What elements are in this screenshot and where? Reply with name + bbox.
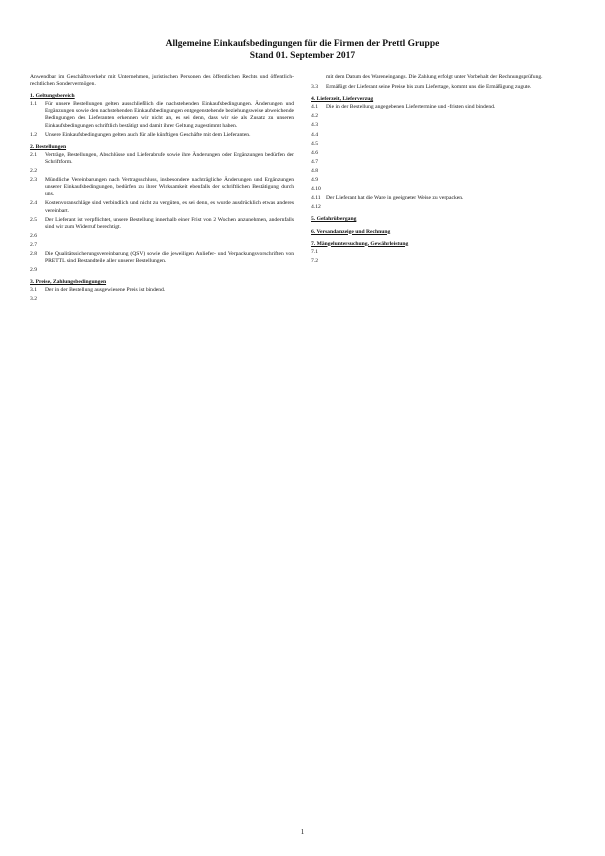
clause-text: Der Lieferant ist verpflichtet, unsere Bestellung innerhalb einer Frist von 2 Wochen anzunehmen, andernfalls sind wir zum Widerruf berechtigt. — [45, 216, 294, 230]
section-heading: 2. Bestellungen — [30, 143, 67, 150]
clause-number: 4.11 — [311, 195, 321, 202]
clause-number: 2.4 — [30, 200, 37, 207]
clause-text — [326, 204, 575, 211]
clause-text — [326, 113, 575, 120]
clause-number: 4.8 — [311, 167, 318, 174]
clause — [311, 204, 575, 211]
section-heading: 5. Gefahrübergang — [311, 216, 357, 223]
clause-number: 4.3 — [311, 122, 318, 129]
clause — [30, 296, 294, 303]
clause — [30, 177, 294, 198]
clause-text — [326, 177, 575, 184]
clause-text — [326, 122, 575, 129]
document-date: Stand 01. September 2017 — [249, 51, 356, 61]
clause-text: Der Lieferant hat die Ware in geeigneter Weise zu verpacken. — [326, 195, 464, 202]
clause-number: 4.10 — [311, 186, 321, 193]
clause-text — [45, 168, 294, 175]
section-heading: 7. Mängeluntersuchung, Gewährleistung — [311, 240, 409, 247]
clause — [311, 122, 575, 129]
clause — [311, 168, 575, 175]
clause-text — [326, 258, 575, 265]
clause-text — [326, 186, 575, 193]
clause-number: 4.5 — [311, 140, 318, 147]
clause-text: Der in der Bestellung ausgewiesene Preis ist bindend. — [45, 287, 166, 294]
clause-text — [45, 267, 294, 274]
clause — [311, 104, 575, 111]
clause-text: Kostenvoranschläge sind verbindlich und nicht zu vergüten, es sei denn, es wurde ausdrücklich etwas anderes vereinbart. — [45, 200, 294, 214]
document-header — [30, 38, 575, 62]
clause-number: 3.1 — [30, 287, 37, 294]
clause-number: 3.2 — [30, 296, 37, 303]
clause-number: 2.8 — [30, 250, 37, 257]
clause-number: 4.12 — [311, 204, 321, 211]
clause-text — [326, 141, 575, 148]
clause — [30, 267, 294, 274]
document-title: Allgemeine Einkaufsbedingungen für die Firmen der Prettl Gruppe — [165, 39, 440, 49]
clause-number: 2.7 — [30, 241, 37, 248]
clause — [30, 132, 294, 139]
clause — [311, 150, 575, 157]
clause — [30, 217, 294, 231]
clause-text: Die in der Bestellung angegebenen Liefertermine und -fristen sind bindend. — [326, 104, 496, 111]
clause-number: 7.2 — [311, 257, 318, 264]
clause-number: 1.1 — [30, 101, 37, 108]
clause — [30, 251, 294, 265]
clause-number: 2.3 — [30, 177, 37, 184]
clause-number: 3.3 — [311, 84, 318, 91]
clause-text — [326, 168, 575, 175]
clause-text — [326, 249, 575, 256]
clause-text — [45, 233, 294, 240]
clause — [30, 242, 294, 249]
clause — [311, 258, 575, 265]
clause-number: 4.4 — [311, 131, 318, 138]
clause-number: 7.1 — [311, 248, 318, 255]
clause — [311, 141, 575, 148]
clause-text — [326, 159, 575, 166]
clause-text: Mündliche Vereinbarungen nach Vertragsschluss, insbesondere nachträgliche Änderungen und Ergänzungen unserer Einkaufsbedingungen, bedürfen zu ihrer Wirksamkeit ebenfalls der schriftlichen Bestätigung durch uns. — [45, 177, 294, 198]
clause-text — [326, 132, 575, 139]
clause-text: Die Qualitätssicherungsvereinbarung (QSV) sowie die jeweiligen Anliefer- und Verpackungsvorschriften von PRETTL sind Bestandteile aller unserer Bestellungen. — [45, 250, 294, 265]
clause-number: 2.6 — [30, 232, 37, 239]
clause-number: 2.9 — [30, 267, 37, 274]
clause — [311, 84, 575, 91]
clause-number: 4.7 — [311, 158, 318, 165]
clause — [311, 186, 575, 193]
clause-text — [45, 242, 294, 249]
clause — [311, 195, 575, 202]
left-column — [30, 74, 294, 306]
clause-number: 1.2 — [30, 131, 37, 138]
clause — [30, 168, 294, 175]
clause-number: 4.2 — [311, 113, 318, 120]
section-heading: 3. Preise, Zahlungsbedingungen — [30, 279, 107, 286]
clause-text: Ermäßigt der Lieferant seine Preise bis zum Liefertage, kommt uns die Ermäßigung zugute. — [326, 84, 532, 91]
clause — [311, 249, 575, 256]
page-number: 1 — [300, 828, 305, 836]
section-heading: 4. Lieferzeit, Lieferverzug — [311, 96, 374, 103]
section-heading: 1. Geltungsbereich — [30, 93, 75, 100]
clause — [30, 101, 294, 129]
section-heading: 6. Versandanzeige und Rechnung — [311, 228, 391, 235]
clause — [30, 233, 294, 240]
clause-number: 4.9 — [311, 177, 318, 184]
clause — [311, 113, 575, 120]
clause-number: 4.6 — [311, 149, 318, 156]
clause — [311, 132, 575, 139]
clause — [30, 152, 294, 166]
clause-number: 4.1 — [311, 104, 318, 111]
clause-text: Verträge, Bestellungen, Abschlüsse und Lieferabrufe sowie ihre Änderungen oder Ergänzungen bedürfen der Schriftform. — [45, 151, 294, 165]
clause-number: 2.5 — [30, 216, 37, 223]
clause — [311, 177, 575, 184]
document-page — [30, 38, 575, 838]
intro-paragraph: Anwendbar im Geschäftsverkehr mit Unternehmen, juristischen Personen des öffentlichen Rechts und öffentlich-rechtlichen Sondervermögen. — [30, 74, 294, 88]
clause — [311, 159, 575, 166]
right-column — [311, 74, 575, 306]
clause-text: Für unsere Bestellungen gelten ausschließlich die nachstehenden Einkaufsbedingungen. Änderungen und Ergänzungen sowie den nachstehenden Einkaufsbedingungen entgegenstehende beziehungsweise abweichende Bedingungen des Lieferanten erkennen wir nicht an, es sei denn, dass wir sie als Zusatz zu unseren Einkaufsbedingungen schriftlich bestätigt und damit ihrer Geltung zugestimmt haben. — [45, 101, 294, 129]
clause — [30, 287, 294, 294]
clause-number: 2.2 — [30, 168, 37, 175]
clause-text: Unsere Einkaufsbedingungen gelten auch für alle künftigen Geschäfte mit dem Lieferanten. — [45, 131, 251, 138]
clause — [30, 200, 294, 214]
clause-text — [326, 150, 575, 157]
continued-paragraph: mit dem Datum des Wareneingangs. Die Zahlung erfolgt unter Vorbehalt der Rechnungsprüfung. — [326, 74, 543, 80]
clause-number: 2.1 — [30, 151, 37, 158]
clause-text — [45, 296, 294, 303]
